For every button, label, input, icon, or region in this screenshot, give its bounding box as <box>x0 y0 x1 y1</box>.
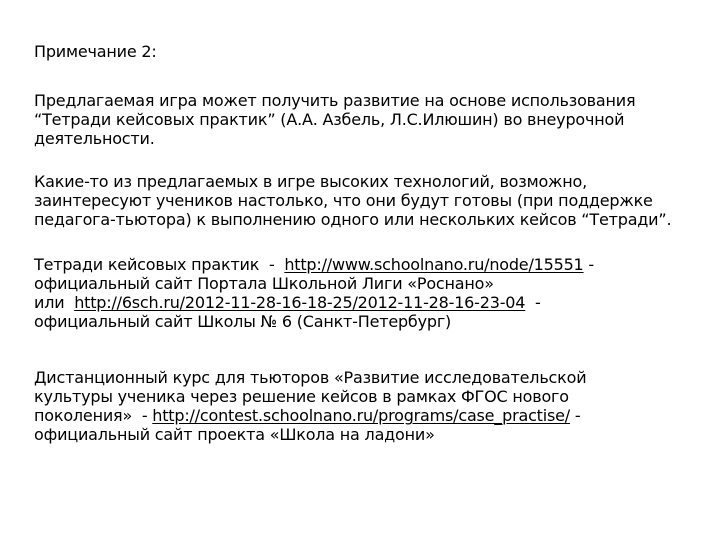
paragraph-line: - <box>569 406 581 425</box>
paragraph-line: Предлагаемая игра может получить развитие на основе использования <box>34 91 636 110</box>
paragraph-line: официальный сайт Школы № 6 (Санкт-Петербург) <box>34 312 452 331</box>
paragraph-line: - <box>525 293 541 312</box>
paragraph-technologies <box>34 172 694 229</box>
paragraph-line: Какие-то из предлагаемых в игре высоких технологий, возможно, <box>34 172 587 191</box>
paragraph-line: или <box>34 293 75 312</box>
paragraph-game-development <box>34 91 694 148</box>
paragraph-line: педагога-тьютора) к выполнению одного или нескольких кейсов “Тетради”. <box>34 210 672 229</box>
paragraph-line: Тетради кейсовых практик - <box>34 255 285 274</box>
paragraph-line: поколения» - <box>34 406 153 425</box>
paragraph-line: официальный сайт Портала Школьной Лиги «Роснано» <box>34 274 494 293</box>
note-title <box>34 42 694 61</box>
paragraph-line: заинтересуют учеников настолько, что они будут готовы (при поддержке <box>34 191 653 210</box>
paragraph-line: деятельности. <box>34 129 155 148</box>
note-title-text: Примечание 2: <box>34 42 157 61</box>
paragraph-line: - <box>583 255 595 274</box>
paragraph-line: культуры ученика через решение кейсов в рамках ФГОС нового <box>34 387 569 406</box>
schoolnano-node-link[interactable]: http://www.schoolnano.ru/node/15551 <box>284 255 584 274</box>
paragraph-distance-course <box>34 368 694 444</box>
paragraph-line: “Тетради кейсовых практик” (А.А. Азбель, Л.С.Илюшин) во внеурочной <box>34 110 625 129</box>
paragraph-links <box>34 255 694 331</box>
paragraph-line: официальный сайт проекта «Школа на ладони» <box>34 425 435 444</box>
6sch-link[interactable]: http://6sch.ru/2012-11-28-16-18-25/2012-11-28-16-23-04 <box>74 293 526 312</box>
contest-schoolnano-link[interactable]: http://contest.schoolnano.ru/programs/case_practise/ <box>152 406 570 425</box>
paragraph-line: Дистанционный курс для тьюторов «Развитие исследовательской <box>34 368 587 387</box>
